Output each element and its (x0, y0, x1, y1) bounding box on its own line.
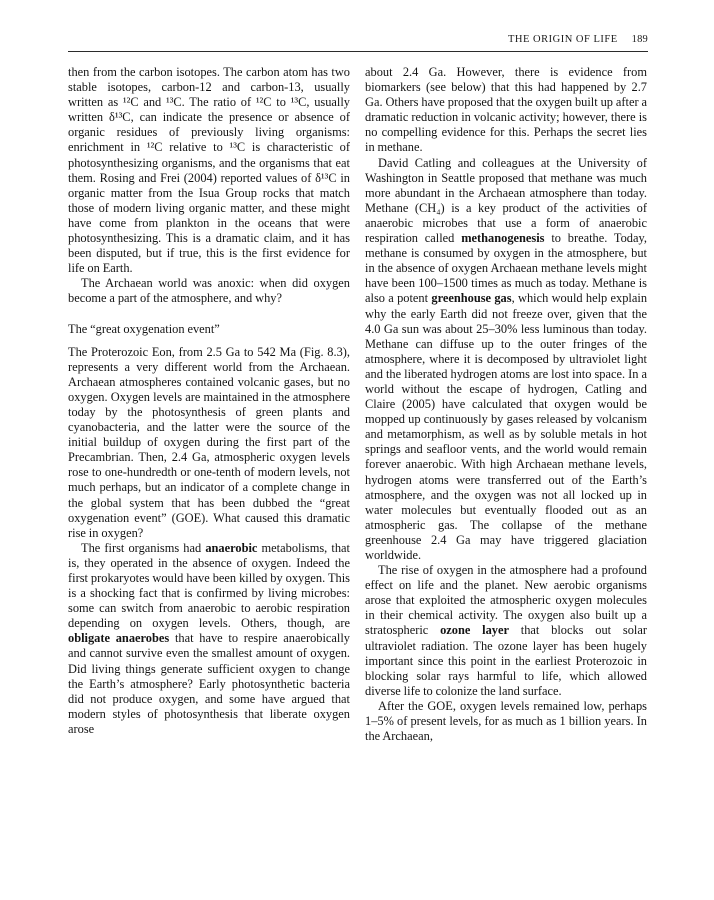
running-title: THE ORIGIN OF LIFE (508, 34, 618, 45)
paragraph-david-catling-methane (365, 156, 647, 564)
paragraph-after-goe: After the GOE, oxygen levels remained low, perhaps 1–5% of present levels, for as much as 1 billion years. In the Archaean, (365, 698, 647, 744)
left-column (68, 65, 350, 744)
section-heading-great-oxygenation-event: The “great oxygenation event” (68, 321, 220, 336)
paragraph-rise-of-oxygen (365, 563, 647, 699)
paragraph-first-organisms (68, 541, 350, 737)
right-column (365, 65, 647, 744)
text-run: that blocks out solar ultraviolet radiation. The ozone layer has been hugely important since this point in the earliest Proterozoic in blocking solar rays harmful to life, which allowed diverse life to colonize the land surface. (365, 623, 647, 698)
bold-term-methanogenesis: methanogenesis (461, 231, 545, 246)
bold-term-obligate-anaerobes: obligate anaerobes (68, 631, 170, 646)
paragraph-carbon-isotopes: then from the carbon isotopes. The carbon atom has two stable isotopes, carbon-12 and carbon-13, usually written as ¹²C and ¹³C. The ratio of ¹²C to ¹³C, usually written δ¹³C, can indicate the presence or absence of organic residues of previously living organisms: enrichment in ¹²C relative to ¹³C is characteristic of photosynthesizing organisms, and the organisms that eat them. Rosing and Frei (2004) reported values of δ¹³C in organic matter from the Isua Group rocks that match those of modern living organic matter, and these might have come from plankton in the oceans that were photosynthesizing. This is a dramatic claim, and it has been disputed, but if true, this is the first evidence for life on Earth. (68, 65, 350, 276)
text-run: The rise of oxygen in the atmosphere had a profound effect on life and the planet. New aerobic organisms arose that exploited the atmospheric oxygen molecules in their chemical activity. The oxygen also built up a stratospheric (365, 563, 647, 638)
bold-term-greenhouse-gas: greenhouse gas (431, 291, 512, 306)
text-run: David Catling and colleagues at the University of Washington in Seattle proposed that methane was much more abundant in the Archaean atmosphere than today. Methane (CH₄) is a key product of the activities of anaerobic microbes that use a form of anaerobic respiration called (365, 155, 647, 246)
text-run: , which would help explain why the early Earth did not freeze over, given that the 4.0 Ga sun was about 25–30% less luminous than today. Methane can diffuse up to the outer fringes of the atmosphere, where it is decomposed by ultraviolet light and the liberated hydrogen atoms are lost into space. In a world without the escape of hydrogen, Catling and Claire (2005) have calculated that oxygen would be mopped up continuously by gases released by volcanism and metamorphism, as well as by soluble metals in hot springs and seafloor vents, and the world would remain forever anaerobic. With high Archaean methane levels, hydrogen atoms were transferred out of the Earth’s atmosphere, and the oxygen was not all locked up in water molecules but eventually flooded out as an atmospheric gas. The collapse of the methane greenhouse 2.4 Ga may have triggered glaciation worldwide. (365, 291, 648, 562)
running-head (68, 34, 648, 51)
header-rule (68, 51, 648, 52)
page-header (68, 34, 648, 52)
bold-term-anaerobic: anaerobic (205, 540, 258, 555)
text-run: The first organisms had (81, 540, 206, 555)
text-run: that have to respire anaerobically and cannot survive even the smallest amount of oxygen. Did living things generate sufficient oxygen to change the Earth’s atmosphere? Early photosynthetic bacteria did not produce oxygen, and some have argued that modern styles of photosynthesis that liberate oxygen arose (68, 631, 350, 736)
text-run: to breathe. Today, methane is consumed by oxygen in the atmosphere, but in the absence of oxygen Archaean methane levels might have been 100–1500 times as much as today. Methane is also a potent (365, 231, 647, 306)
paragraph-biomarkers: about 2.4 Ga. However, there is evidence from biomarkers (see below) that this had happened by 2.7 Ga. Others have proposed that the oxygen built up after a dramatic reduction in volcanic activity; however, there is no compelling evidence for this. Perhaps the secret lies in methane. (365, 65, 647, 155)
paragraph-proterozoic-eon: The Proterozoic Eon, from 2.5 Ga to 542 Ma (Fig. 8.3), represents a very different world from the Archaean. Archaean atmospheres contained volcanic gases, but no oxygen. Oxygen levels are maintained in the atmosphere today by the photosynthesis of green plants and cyanobacteria, and the latter were the source of the initial buildup of oxygen during the first part of the Precambrian. Then, 2.4 Ga, atmospheric oxygen levels rose to one-hundredth or one-tenth of modern levels, not much perhaps, but an indicator of a complete change in the global system that has been dubbed the “great oxygenation event” (GOE). What caused this dramatic rise in oxygen? (68, 344, 350, 540)
paragraph-archaean-anoxic: The Archaean world was anoxic: when did oxygen become a part of the atmosphere, and why? (68, 276, 350, 306)
text-run: metabolisms, that is, they operated in the absence of oxygen. Indeed the first prokaryotes would have been killed by oxygen. This is a shocking fact that is confirmed by living microbes: some can switch from anaerobic to aerobic respiration depending on oxygen levels. Others, though, are (68, 540, 350, 631)
two-column-text (68, 65, 648, 744)
bold-term-ozone-layer: ozone layer (440, 623, 509, 638)
page-number: 189 (631, 34, 648, 45)
